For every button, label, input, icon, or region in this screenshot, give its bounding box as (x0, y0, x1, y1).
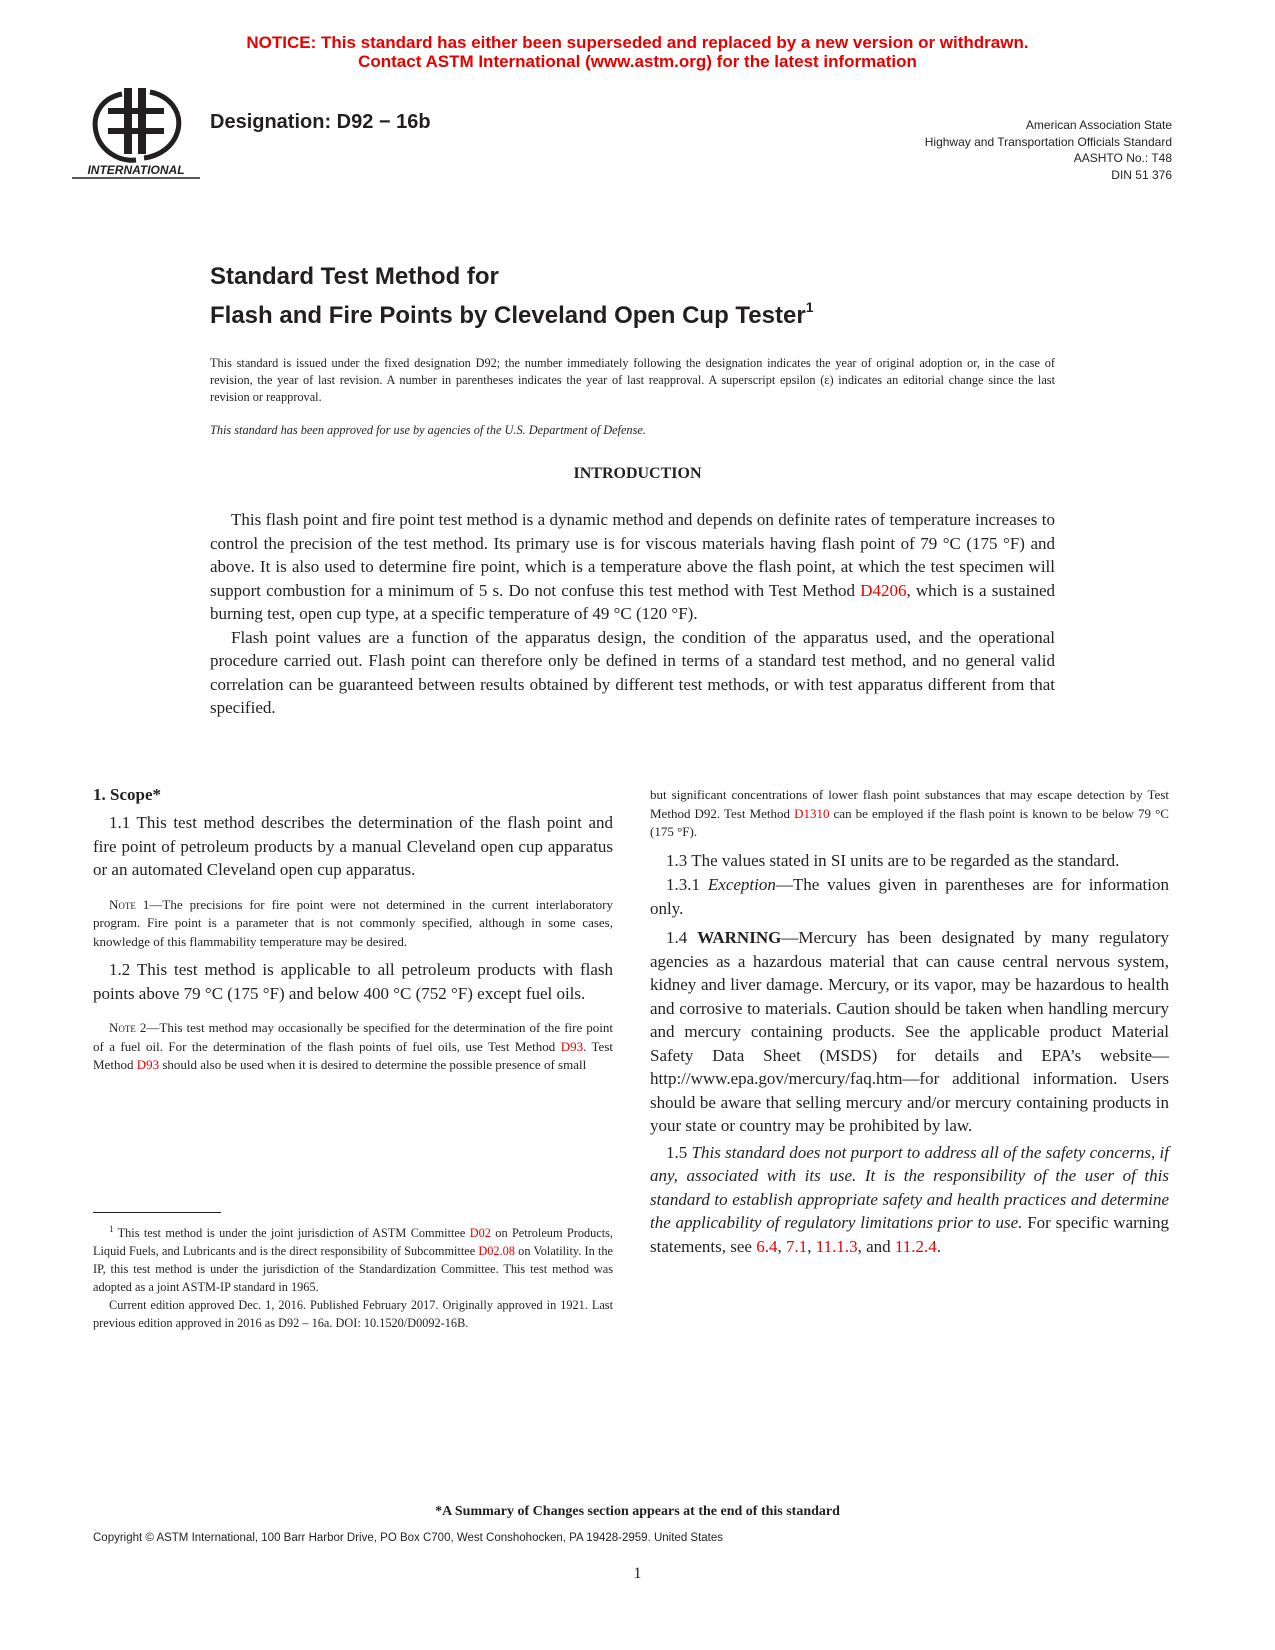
d93-link-2[interactable]: D93 (136, 1057, 160, 1072)
ref-11-2-4[interactable]: 11.2.4 (894, 1236, 937, 1256)
title-footnote-mark: 1 (805, 299, 814, 315)
note-2-continued: but significant concentrations of lower flash point substances that may escape detection by Test Method D92. Test Method D1310 can be employed if the flash point is known to be below 79 °C (175 °F). (650, 787, 1169, 839)
page-number: 1 (633, 1565, 642, 1582)
d4206-link[interactable]: D4206 (860, 580, 907, 600)
scope-heading: 1. Scope* (93, 785, 161, 804)
copyright: Copyright © ASTM International, 100 Barr Harbor Drive, PO Box C700, West Conshohocken, PA 19428-2959. United States (93, 1532, 724, 1544)
introduction-paragraph-2: Flash point values are a function of the apparatus design, the condition of the apparatus used, and the operational procedure carried out. Flash point can therefore only be defined in terms of a standard test method, and no general valid correlation can be guaranteed between results obtained by different test methods, or with test apparatus different from that specified. (210, 627, 1055, 717)
astm-international-logo (72, 84, 200, 180)
ref-6-4[interactable]: 6.4 (756, 1236, 778, 1256)
introduction-paragraph-1: This flash point and fire point test method is a dynamic method and depends on definite rates of temperature increases to control the precision of the test method. Its primary use is for viscous materials having flash point of 79 °C (175 °F) and above. It is also used to determine fire point, which is a temperature above the flash point, at which the test specimen will support combustion for a minimum of 5 s. Do not confuse this test method with Test Method D4206, which is a sustained burning test, open cup type, at a specific temperature of 49 °C (120 °F). (210, 510, 1055, 623)
designation: Designation: D92 − 16b (210, 111, 431, 133)
section-1-2: 1.2 This test method is applicable to all petroleum products with flash points above 79 °C (175 °F) and below 400 °C (752 °F) except fuel oils. (93, 960, 613, 1003)
scope-left-column (93, 785, 613, 1075)
logo-wordmark: INTERNATIONAL (87, 163, 185, 177)
aashto-block (925, 117, 1172, 183)
note-2-tail-text: but significant concentrations of lower flash point substances that may escape detection by Test Method D92. Test Method (650, 787, 1169, 821)
title-line-2: Flash and Fire Points by Cleveland Open Cup Tester$^1$ (210, 299, 814, 329)
footnote-block (93, 1220, 613, 1332)
ref-7-1[interactable]: 7.1 (785, 1236, 808, 1256)
aashto-line-4: DIN 51 376 (1111, 167, 1172, 182)
aashto-line-1: American Association State (1025, 118, 1172, 132)
footnote-rule (93, 1212, 221, 1213)
issued-statement: This standard is issued under the fixed designation D92; the number immediately following the designation indicates the year of original adoption or, in the case of revision, the year of last revision. A number in parentheses indicates the year of last reapproval. A superscript epsilon (ε) indicates an editorial change since the last revision or reapproval. (210, 356, 1055, 404)
notice-line-1: NOTICE: This standard has either been superseded and replaced by a new version or withdrawn. (246, 33, 1029, 52)
footnote-edition: Current edition approved Dec. 1, 2016. Published February 2017. Originally approved in 1921. Last previous edition approved in 2016 as D92 – 16a. DOI: 10.1520/D0092-16B. (93, 1298, 613, 1331)
d93-link[interactable]: D93 (560, 1038, 584, 1054)
ref-11-1-3[interactable]: 11.1.3 (815, 1236, 858, 1256)
footnote-1: $^1$ This test method is under the joint jurisdiction of ASTM Committee D02 on Petroleum Products, Liquid Fuels, and Lubricants and is the direct responsibility of Subcommittee D02.08 on Volatility. In the IP, this test method is under the jurisdiction of the Standardization Committee. This test method was adopted as a joint ASTM-IP standard in 1965. (93, 1224, 613, 1295)
astm-logo-icon (72, 84, 200, 180)
aashto-line-2: Highway and Transportation Officials Standard (924, 134, 1172, 149)
section-1-4: 1.4 WARNING—Mercury has been designated by many regulatory agencies as a hazardous material that can cause central nervous system, kidney and liver damage. Mercury, or its vapor, may be hazardous to health and corrosive to materials. Caution should be taken when handling mercury and mercury containing products. See the applicable product Material Safety Data Sheet (MSDS) for details and EPA’s website—http://www.epa.gov/mercury/faq.htm—for additional information. Users should be aware that selling mercury and/or mercury containing products in your state or country may be prohibited by law. (650, 928, 1170, 1135)
note-2: Note 2—This test method may occasionally be specified for the determination of the fire point of a fuel oil. For the determination of the flash points of fuel oils, use Test Method D93. Test Method D93 should also be used when it is desired to determine the possible presence of small (93, 1020, 613, 1072)
summary-of-changes-note: *A Summary of Changes section appears at the end of this standard (435, 1504, 840, 1519)
notice-line-2: Contact ASTM International (www.astm.org) for the latest information (358, 52, 917, 71)
section-1-1: 1.1 This test method describes the determination of the flash point and fire point of petroleum products by a manual Cleveland open cup apparatus or an automated Cleveland open cup apparatus. (93, 813, 613, 879)
section-1-3-1: 1.3.1 Exception—The values given in parentheses are for information only. (650, 875, 1170, 918)
section-1-5: 1.5 This standard does not purport to address all of the safety concerns, if any, associated with its use. It is the responsibility of the user of this standard to establish appropriate safety and health practices and determine the applicability of regulatory limitations prior to use. For specific warning statements, see 6.4, 7.1, 11.1.3, and 11.2.4. (650, 1142, 1169, 1256)
withdrawn-notice (0, 33, 1275, 71)
scope-right-column (650, 786, 1169, 1258)
document-title (210, 261, 813, 332)
d02-08-link[interactable]: D02.08 (478, 1244, 515, 1259)
d1310-link[interactable]: D1310 (794, 805, 830, 821)
introduction-body (210, 508, 1055, 720)
title-line-1: Standard Test Method for (210, 263, 499, 290)
section-1-3: 1.3 The values stated in SI units are to be regarded as the standard. (666, 850, 1120, 870)
note-2-continues: should also be used when it is desired to determine the possible presence of small (159, 1057, 587, 1072)
dod-approval: This standard has been approved for use by agencies of the U.S. Department of Defense. (210, 423, 646, 437)
note-1: Note 1—The precisions for fire point were not determined in the current interlaboratory program. Fire point is a parameter that is not commonly specified, although in some cases, knowledge of this flammability temperature may be desired. (93, 896, 613, 949)
introduction-heading: INTRODUCTION (573, 465, 702, 482)
aashto-line-3: AASHTO No.: T48 (1073, 151, 1172, 165)
d02-link[interactable]: D02 (469, 1226, 491, 1241)
